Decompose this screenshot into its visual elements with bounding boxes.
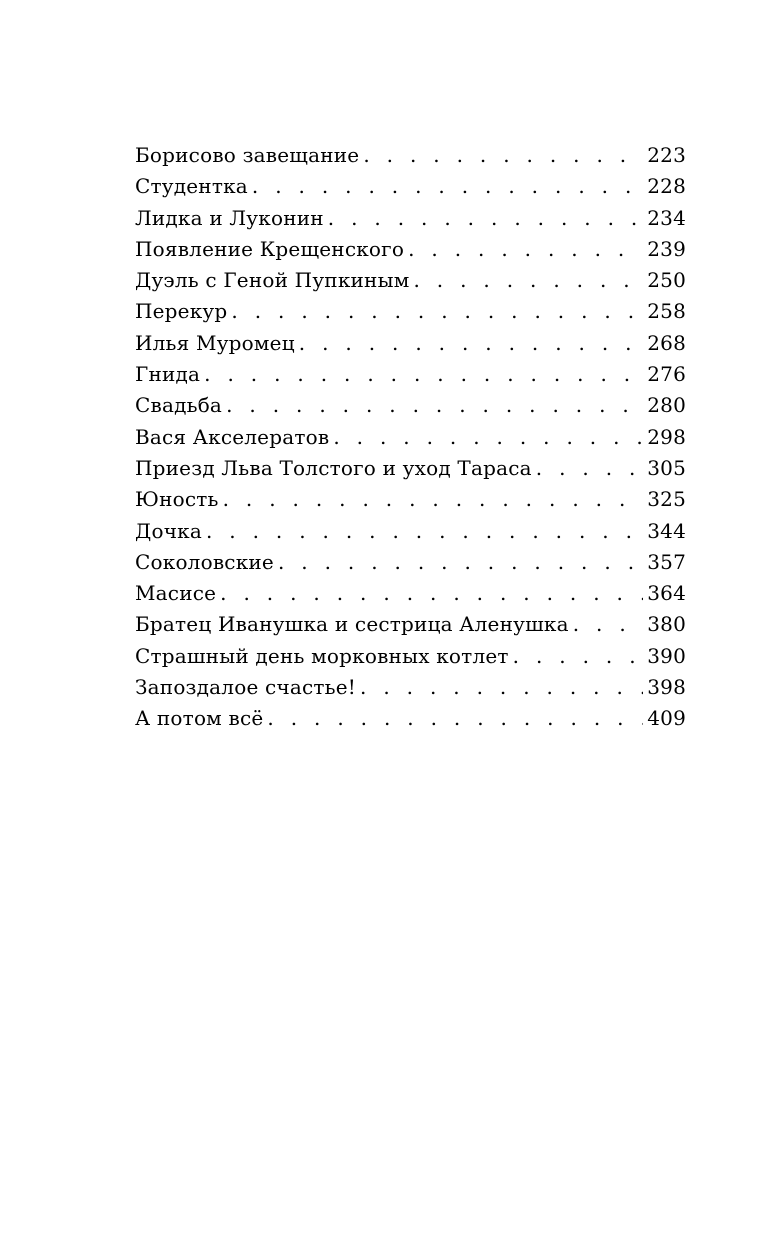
toc-entry-title: Гнида — [135, 362, 201, 387]
toc-entry-page: 223 — [647, 143, 686, 167]
toc-dot-leader — [278, 550, 643, 574]
toc-entry-title: Братец Иванушка и сестрица Аленушка — [135, 612, 569, 637]
toc-entry-title: Появление Крещенского — [135, 236, 405, 261]
toc-entry-title: Борисово завещание — [135, 143, 360, 167]
toc-entry[interactable] — [135, 487, 686, 518]
toc-dot-leader — [413, 268, 643, 292]
toc-entry-page: 364 — [647, 581, 686, 606]
toc-entry-title: Страшный день морковных котлет — [135, 643, 509, 668]
toc-entry-title: Масисе — [135, 581, 217, 606]
toc-entry-page: 280 — [647, 393, 686, 418]
toc-entry-title: Свадьба — [135, 393, 223, 418]
toc-entry-page: 239 — [647, 236, 686, 261]
toc-dot-leader — [333, 425, 643, 449]
toc-dot-leader — [204, 362, 643, 386]
toc-entry-title: Перекур — [135, 299, 228, 324]
toc-dot-leader — [408, 237, 643, 261]
toc-entry-title: Приезд Льва Толстого и уход Тараса — [135, 455, 532, 480]
toc-entry-title: Соколовские — [135, 549, 274, 574]
toc-entry-title: Запоздалое счастье! — [135, 675, 357, 700]
toc-entry[interactable] — [135, 706, 686, 737]
toc-entry[interactable] — [135, 393, 686, 424]
toc-entry-page: 344 — [647, 518, 686, 543]
toc-entry[interactable] — [135, 206, 686, 237]
toc-entry-page: 234 — [647, 205, 686, 230]
toc-dot-leader — [231, 299, 643, 323]
toc-entry[interactable] — [135, 519, 686, 550]
toc-dot-leader — [220, 581, 643, 605]
toc-entry-page: 409 — [647, 706, 686, 731]
toc-entry-title: Дочка — [135, 518, 202, 543]
toc-entry-page: 357 — [647, 549, 686, 574]
toc-entry[interactable] — [135, 331, 686, 362]
toc-entry-title: Лидка и Луконин — [135, 205, 324, 230]
toc-dot-leader — [328, 206, 643, 230]
toc-entry[interactable] — [135, 174, 686, 205]
toc-entry-page: 276 — [647, 362, 686, 387]
toc-entry[interactable] — [135, 550, 686, 581]
table-of-contents — [135, 143, 686, 738]
toc-entry-page: 268 — [647, 330, 686, 355]
toc-entry-page: 380 — [647, 612, 686, 637]
toc-entry[interactable] — [135, 644, 686, 675]
toc-entry-page: 258 — [647, 299, 686, 324]
toc-dot-leader — [252, 174, 643, 198]
toc-entry-title: Юность — [135, 487, 219, 512]
toc-entry-page: 325 — [647, 487, 686, 512]
toc-entry-title: Дуэль с Геной Пупкиным — [135, 268, 410, 293]
toc-entry-page: 228 — [647, 174, 686, 199]
toc-entry[interactable] — [135, 299, 686, 330]
toc-entry-title: А потом всё — [135, 706, 264, 731]
toc-dot-leader — [299, 331, 643, 355]
toc-dot-leader — [536, 456, 643, 480]
toc-dot-leader — [267, 706, 643, 730]
toc-dot-leader — [206, 519, 643, 543]
toc-entry[interactable] — [135, 675, 686, 706]
toc-entry-title: Вася Акселератов — [135, 424, 330, 449]
toc-entry-title: Илья Муромец — [135, 330, 295, 355]
toc-entry-title: Студентка — [135, 174, 248, 199]
toc-dot-leader — [360, 675, 643, 699]
toc-entry-page: 398 — [647, 675, 686, 700]
toc-entry[interactable] — [135, 581, 686, 612]
toc-dot-leader — [226, 393, 643, 417]
toc-entry-page: 390 — [647, 643, 686, 668]
toc-entry[interactable] — [135, 456, 686, 487]
toc-entry[interactable] — [135, 268, 686, 299]
toc-entry[interactable] — [135, 612, 686, 643]
toc-entry[interactable] — [135, 237, 686, 268]
toc-entry[interactable] — [135, 362, 686, 393]
toc-entry-page: 298 — [647, 424, 686, 449]
toc-entry-page: 305 — [647, 455, 686, 480]
toc-dot-leader — [513, 644, 644, 668]
toc-entry[interactable] — [135, 143, 686, 174]
toc-entry-page: 250 — [647, 268, 686, 293]
toc-dot-leader — [573, 612, 644, 636]
toc-dot-leader — [363, 143, 643, 167]
toc-entry[interactable] — [135, 425, 686, 456]
toc-dot-leader — [223, 487, 644, 511]
